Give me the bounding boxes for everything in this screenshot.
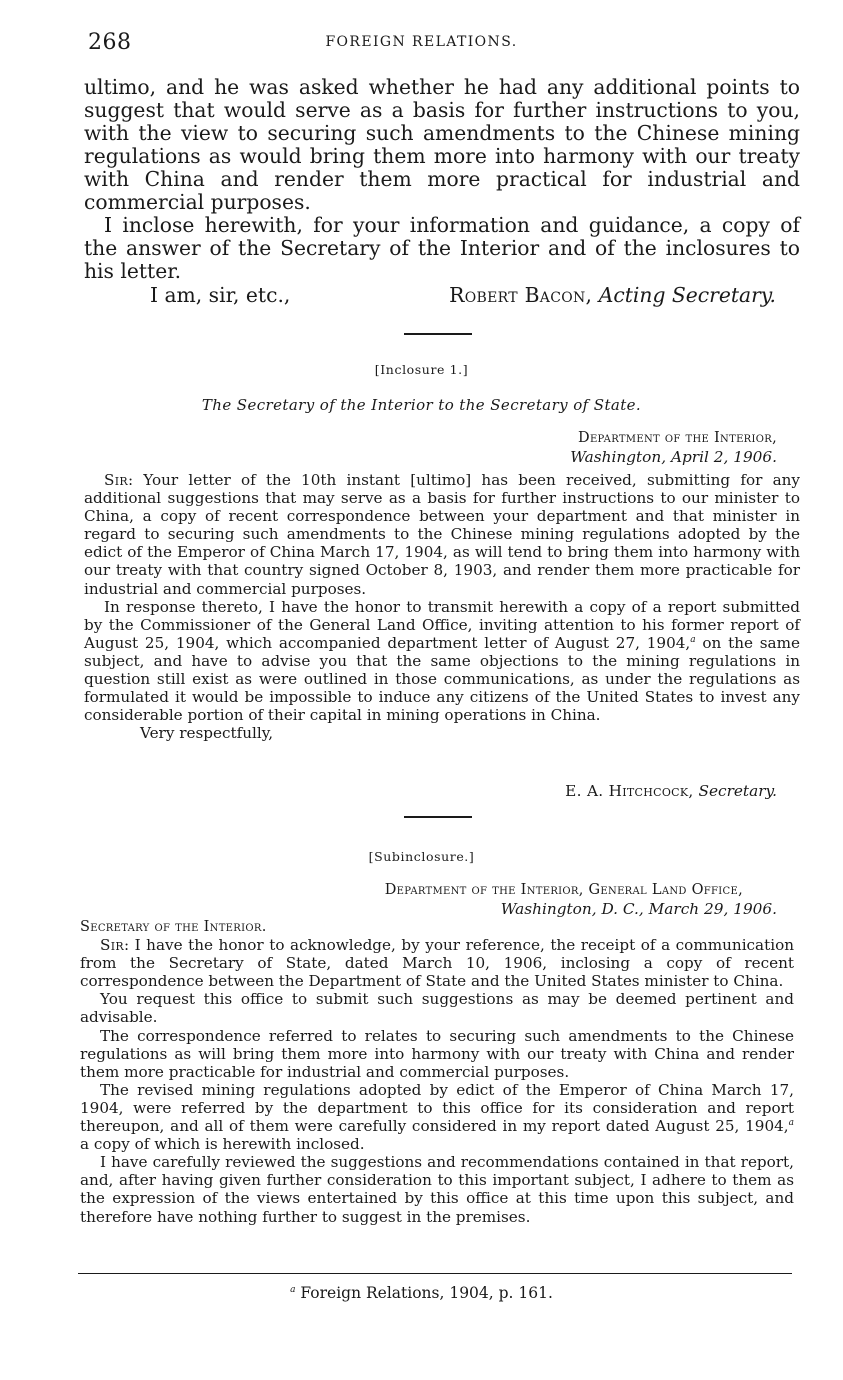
salutation: Sir: [104, 471, 128, 489]
subinclosure-paragraph-2: You request this office to submit such suggestions as may be deemed pertinent and advisable.: [80, 990, 794, 1027]
footnote-ref: a: [690, 634, 696, 645]
subinclosure-paragraph-3: The correspondence referred to relates to securing such amendments to the Chinese regulations as will bring them more into harmony with our treaty with China and render them more practicable for industrial and commercial purposes.: [80, 1026, 794, 1081]
footnote-rule: [78, 1273, 792, 1274]
salutation: Sir: [100, 936, 124, 955]
letter-paragraph-1: ultimo, and he was asked whether he had any additional points to suggest that would serve as a basis for further instructions to you, with the view to securing such amendments to the Chinese mining regulations as would bring them more into harmony with our treaty with China and render them more practical for industrial and commercial purposes.: [84, 75, 800, 214]
letter-paragraph-2: I inclose herewith, for your information and guidance, a copy of the answer of the Secretary of the Interior and of the inclosures to his letter.: [84, 213, 800, 283]
footnote-ref: a: [788, 1118, 794, 1129]
inclosure-caption: The Secretary of the Interior to the Secretary of State.: [201, 396, 642, 414]
inclosure-body: [84, 471, 800, 742]
addressee: Secretary of the Interior.: [80, 919, 267, 935]
section-divider: [404, 333, 472, 335]
section-divider: [404, 816, 472, 818]
footnote-marker: a: [290, 1285, 296, 1295]
inclosure-label: [Inclosure 1.]: [374, 362, 469, 377]
letter-signature: [449, 283, 776, 307]
subinclosure-label: [Subinclosure.]: [368, 849, 475, 864]
inclosure-closing: Very respectfully,: [140, 724, 274, 743]
inclosure-paragraph-1: Sir: Your letter of the 10th instant [ultimo] has been received, submitting for any additional suggestions that may serve as a basis for further instructions to our minister to China, a copy of recent correspondence between your department and that minister in regard to securing such amendments to the Chinese mining regulations adopted by the edict of the Emperor of China March 17, 1904, as will tend to bring them into harmony with our treaty with that country signed October 8, 1903, and render them more practicable for industrial and commercial purposes.: [84, 471, 800, 598]
running-title: FOREIGN RELATIONS.: [325, 34, 518, 50]
subinclosure-paragraph-4: The revised mining regulations adopted by edict of the Emperor of China March 17, 1904, were referred by the department to this office for its consideration and report thereupon, and all of them were carefully considered in my report dated August 25, 1904,$^a$ a copy of which is herewith inclosed.: [80, 1080, 794, 1154]
inclosure-department: Department of the Interior,: [578, 430, 777, 446]
subinclosure-paragraph-5: I have carefully reviewed the suggestions and recommendations contained in that report, and, after having given further consideration to this important subject, I adhere to them as the expression of the views entertained by this office at this time upon this subject, and therefore have nothing further to suggest in the premises.: [80, 1153, 794, 1226]
signer-name: E. A. Hitchcock,: [565, 782, 694, 800]
page-number: 268: [88, 30, 132, 55]
letter-body: [84, 76, 800, 283]
letter-closing: I am, sir, etc.,: [150, 283, 291, 307]
subinclosure-department: Department of the Interior, General Land Office,: [384, 882, 743, 898]
footnote: $^a$ Foreign Relations, 1904, p. 161.: [290, 1284, 553, 1302]
subinclosure-paragraph-1: Sir: I have the honor to acknowledge, by your reference, the receipt of a communication from the Secretary of State, dated March 10, 1906, inclosing a copy of recent correspondence between the Department of State and the United States minister to China.: [80, 936, 794, 991]
inclosure-paragraph-2: In response thereto, I have the honor to transmit herewith a copy of a report submitted by the Commissioner of the General Land Office, inviting attention to his former report of August 25, 1904, which accompanied department letter of August 27, 1904,$^a$ on the same subject, and have to advise you that the same objections to the mining regulations in question still exist as were outlined in those communications, as under the regulations as formulated it would be impossible to induce any citizens of the United States to invest any considerable portion of their capital in mining operations in China.: [84, 597, 800, 725]
signer-name: Robert Bacon,: [449, 283, 593, 307]
subinclosure-place-date: Washington, D. C., March 29, 1906.: [500, 900, 777, 918]
inclosure-signature: [565, 782, 777, 800]
signer-title: Secretary.: [698, 782, 777, 800]
signer-title: Acting Secretary.: [598, 283, 776, 307]
inclosure-place-date: Washington, April 2, 1906.: [570, 448, 777, 466]
subinclosure-body: [80, 918, 794, 1226]
